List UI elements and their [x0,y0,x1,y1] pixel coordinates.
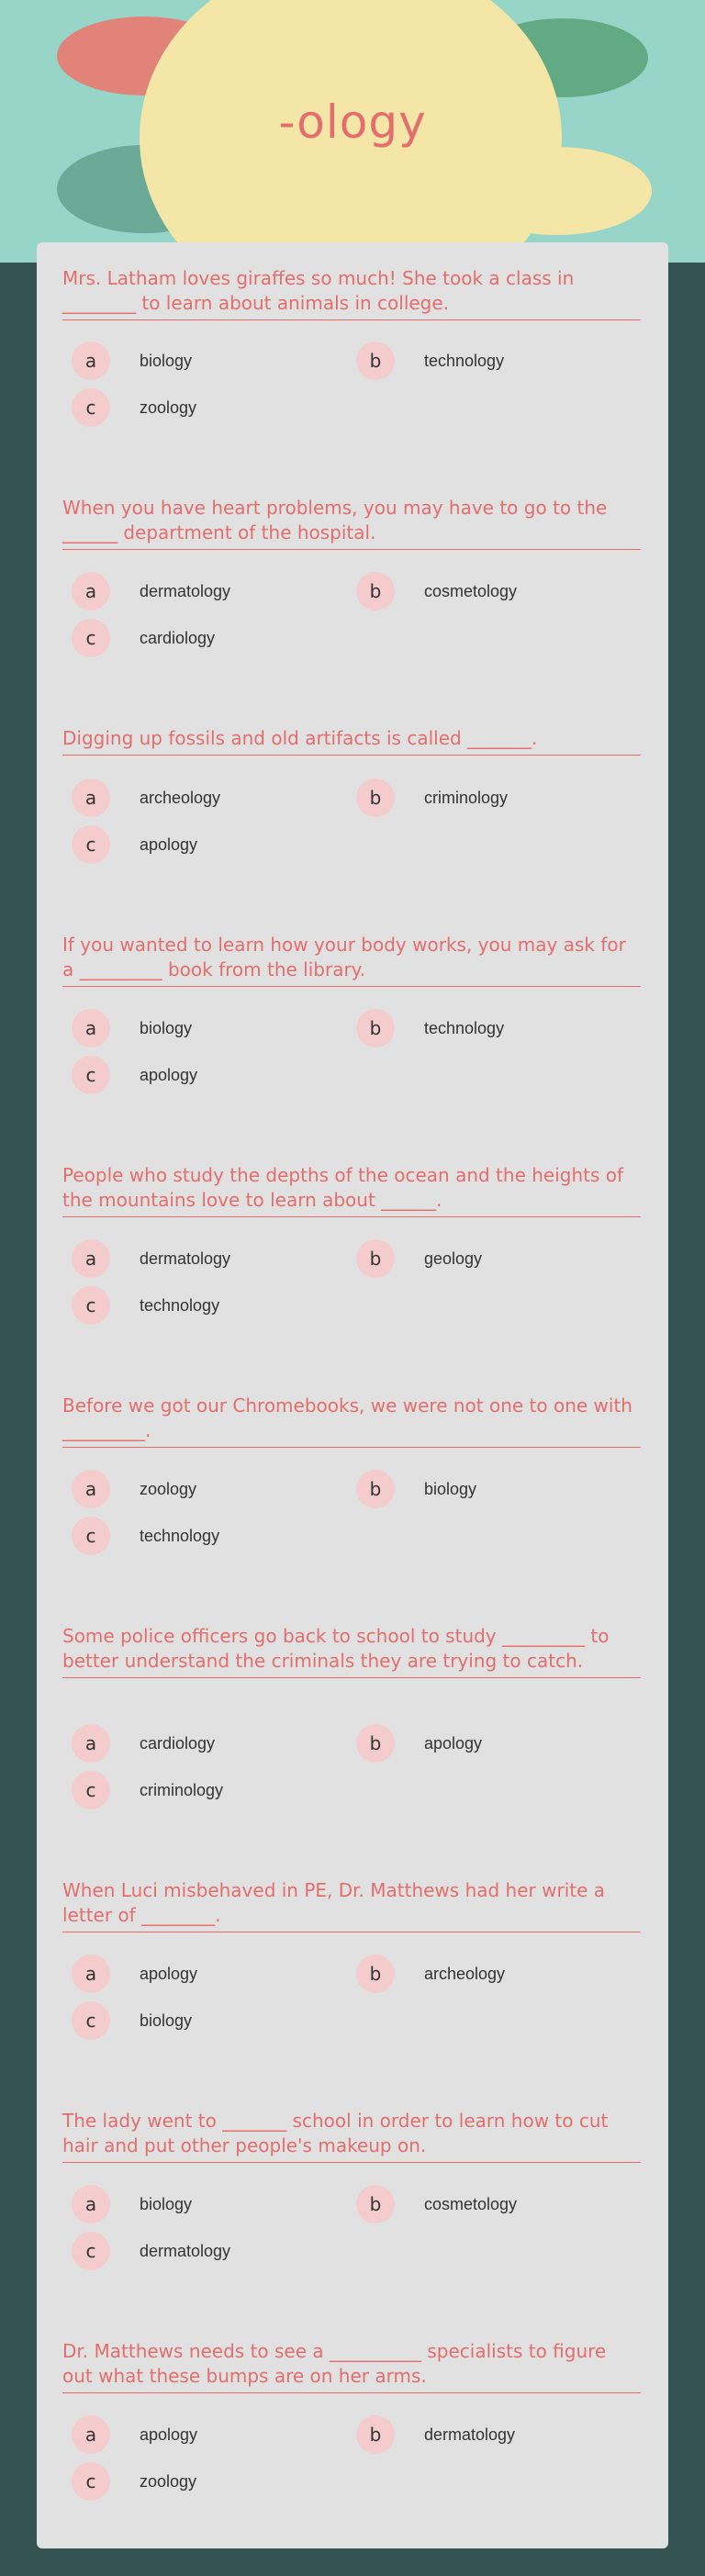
option-b[interactable] [356,340,504,382]
option-letter: c [72,1056,110,1094]
question-9 [62,2109,641,2163]
option-letter: a [72,1009,110,1047]
option-label: geology [424,1249,483,1268]
question-10 [62,2339,641,2393]
question-1 [62,266,641,320]
option-label: cardiology [140,1733,216,1753]
question-text: The lady went to _______ school in order to learn how to cut hair and put other people's makeup on. [62,2109,641,2163]
question-text: When you have heart problems, you may have to go to the ______ department of the hospital. [62,496,641,550]
option-letter: b [356,778,395,817]
option-a[interactable] [72,1007,192,1049]
option-label: dermatology [140,1249,231,1268]
option-a[interactable] [72,777,220,819]
option-letter: b [356,1470,395,1508]
option-b[interactable] [356,2414,515,2456]
option-letter: c [72,2232,110,2270]
option-label: biology [140,2194,193,2213]
option-c[interactable] [72,1284,219,1327]
option-label: criminology [140,1780,224,1799]
option-label: cardiology [140,628,216,647]
question-7 [62,1624,641,1678]
option-letter: c [72,1517,110,1555]
option-label: technology [424,1018,505,1037]
option-label: biology [424,1479,477,1498]
option-label: cosmetology [424,581,518,600]
question-6 [62,1394,641,1448]
option-a[interactable] [72,340,192,382]
question-text: Before we got our Chromebooks, we were not one to one with _________. [62,1394,641,1448]
option-a[interactable] [72,1238,230,1280]
option-letter: a [72,1470,110,1508]
option-a[interactable] [72,2414,197,2456]
option-label: archeology [424,1964,506,1983]
option-c[interactable] [72,1054,197,1096]
option-label: technology [140,1526,220,1545]
option-letter: a [72,1239,110,1278]
option-letter: b [356,342,395,380]
option-c[interactable] [72,1769,223,1811]
option-letter: c [72,1771,110,1809]
option-c[interactable] [72,386,196,429]
option-b[interactable] [356,777,508,819]
option-c[interactable] [72,823,197,866]
page-title: -ology [278,95,427,149]
option-b[interactable] [356,1007,504,1049]
option-label: apology [424,1733,483,1753]
question-2 [62,496,641,550]
option-letter: c [72,825,110,864]
option-letter: c [72,2001,110,2040]
question-text: When Luci misbehaved in PE, Dr. Matthews had her write a letter of ________. [62,1878,641,1932]
option-label: criminology [424,788,509,807]
option-c[interactable] [72,1515,219,1557]
option-letter: b [356,1954,395,1993]
option-letter: b [356,2185,395,2223]
option-a[interactable] [72,2183,192,2225]
option-letter: b [356,1009,395,1047]
option-label: zoology [140,1479,197,1498]
option-c[interactable] [72,1999,192,2042]
option-label: dermatology [424,2425,516,2444]
option-c[interactable] [72,2230,230,2272]
option-b[interactable] [356,1468,476,1510]
option-letter: a [72,1724,110,1763]
option-label: technology [424,351,505,370]
option-letter: c [72,1286,110,1325]
option-c[interactable] [72,2460,196,2503]
option-label: zoology [140,398,197,417]
option-label: dermatology [140,581,231,600]
option-a[interactable] [72,570,230,612]
option-b[interactable] [356,1238,482,1280]
option-letter: a [72,2415,110,2454]
question-text: People who study the depths of the ocean and the heights of the mountains love to learn about ______. [62,1163,641,1217]
option-label: apology [140,1964,198,1983]
question-text: Mrs. Latham loves giraffes so much! She took a class in ________ to learn about animals in college. [62,266,641,320]
option-a[interactable] [72,1468,196,1510]
option-b[interactable] [356,2183,517,2225]
option-label: technology [140,1295,220,1315]
option-a[interactable] [72,1953,197,1995]
quiz-card [37,242,668,2548]
option-letter: b [356,2415,395,2454]
question-8 [62,1878,641,1932]
option-letter: c [72,388,110,427]
question-text: Digging up fossils and old artifacts is called _______. [62,726,641,756]
question-text: Dr. Matthews needs to see a __________ specialists to figure out what these bumps are on her arms. [62,2339,641,2393]
question-5 [62,1163,641,1217]
option-label: biology [140,1018,193,1037]
option-letter: b [356,1724,395,1763]
option-a[interactable] [72,1722,215,1764]
option-label: zoology [140,2471,197,2491]
option-b[interactable] [356,570,517,612]
question-text: Some police officers go back to school to study _________ to better understand the criminals they are trying to catch. [62,1624,641,1678]
option-label: biology [140,351,193,370]
option-letter: a [72,1954,110,1993]
option-letter: a [72,342,110,380]
option-letter: a [72,778,110,817]
option-letter: c [72,619,110,657]
option-letter: a [72,2185,110,2223]
option-letter: a [72,572,110,610]
option-letter: b [356,1239,395,1278]
option-label: biology [140,2010,193,2030]
option-label: apology [140,2425,198,2444]
option-letter: b [356,572,395,610]
option-b[interactable] [356,1953,505,1995]
question-4 [62,933,641,987]
option-label: apology [140,834,198,854]
option-b[interactable] [356,1722,482,1764]
option-label: archeology [140,788,221,807]
option-letter: c [72,2462,110,2501]
option-label: dermatology [140,2241,231,2260]
option-label: apology [140,1065,198,1084]
question-text: If you wanted to learn how your body works, you may ask for a _________ book from the library. [62,933,641,987]
option-c[interactable] [72,617,215,659]
option-label: cosmetology [424,2194,518,2213]
header-banner [0,0,705,263]
question-3 [62,726,641,756]
